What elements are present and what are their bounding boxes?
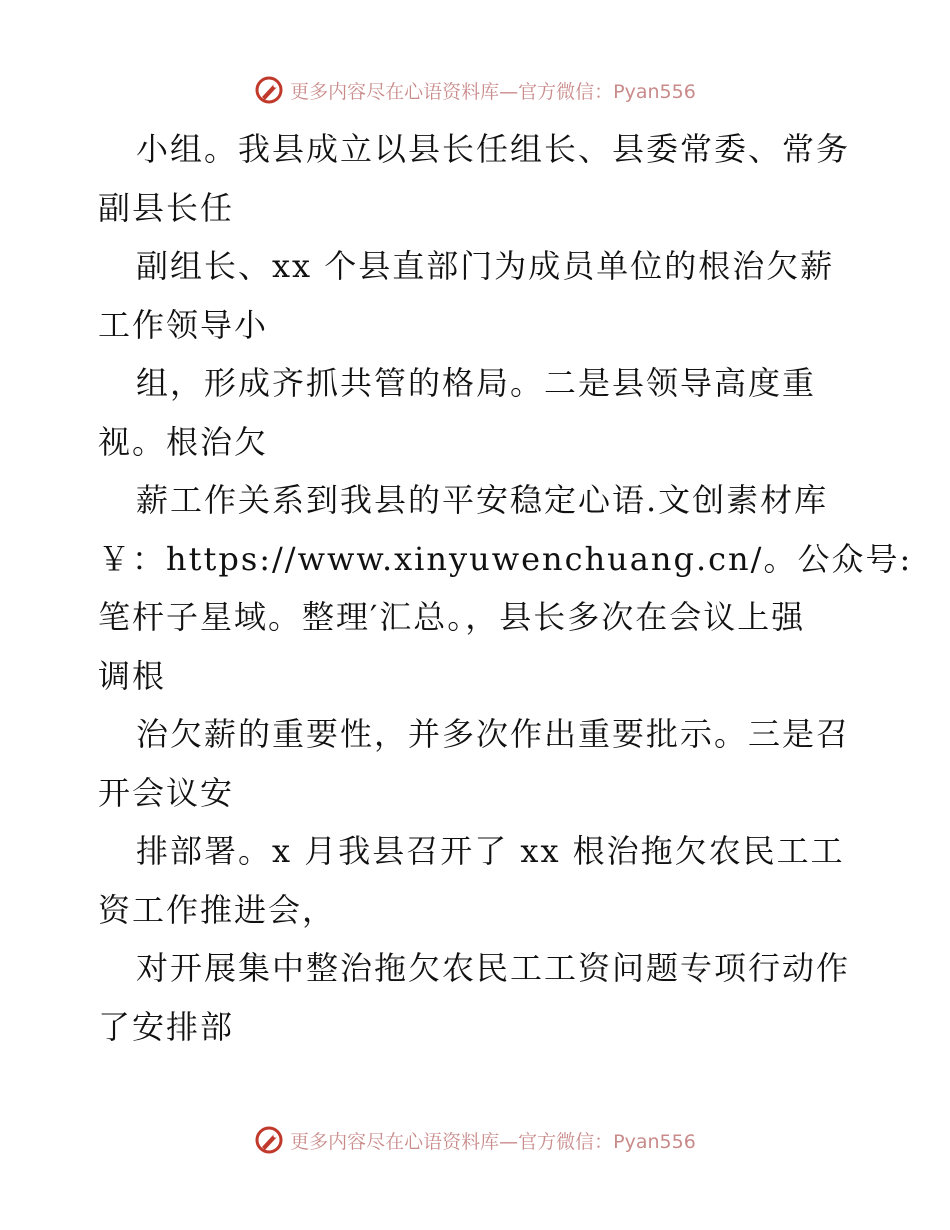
footer-banner-text: 更多内容尽在心语资料库—官方微信：Pyan556 [290,1130,696,1153]
body-text-line: 副组长、xx 个县直部门为成员单位的根治欠薪 [136,247,835,285]
body-text-line: 小组。我县成立以县长任组长、县委常委、常务 [136,130,851,168]
body-text-line: 治欠薪的重要性，并多次作出重要批示。三是召 [136,715,851,753]
body-text-line: 薪工作关系到我县的平安稳定心语.文创素材库 [136,481,829,519]
body-text-line: 了安排部 [98,1007,235,1046]
body-text-line: 工作领导小 [98,305,269,344]
body-text-line: 副县长任 [98,188,235,227]
body-text-line: 调根 [98,656,167,695]
body-text-line: 排部署。x 月我县召开了 xx 根治拖欠农民工工 [136,832,845,870]
body-text-line: 组，形成齐抓共管的格局。二是县领导高度重 [136,364,817,402]
footer-banner [0,1120,950,1160]
body-text-line: 笔杆子星域。整理′汇总。，县长多次在会议上强 [98,598,806,636]
pen-nib-logo-icon [254,1125,284,1155]
body-text-line: 资工作推进会， [98,890,337,929]
pen-nib-logo-icon [254,75,284,105]
header-banner [0,70,950,110]
body-text-line: 视。根治欠 [98,422,269,461]
document-body [98,120,913,1056]
header-banner-text: 更多内容尽在心语资料库—官方微信：Pyan556 [290,80,696,103]
body-text-line: ￥：https://www.xinyuwenchuang.cn/。公众号: [98,539,913,578]
body-text-line: 对开展集中整治拖欠农民工工资问题专项行动作 [136,949,851,987]
body-text-line: 开会议安 [98,773,235,812]
